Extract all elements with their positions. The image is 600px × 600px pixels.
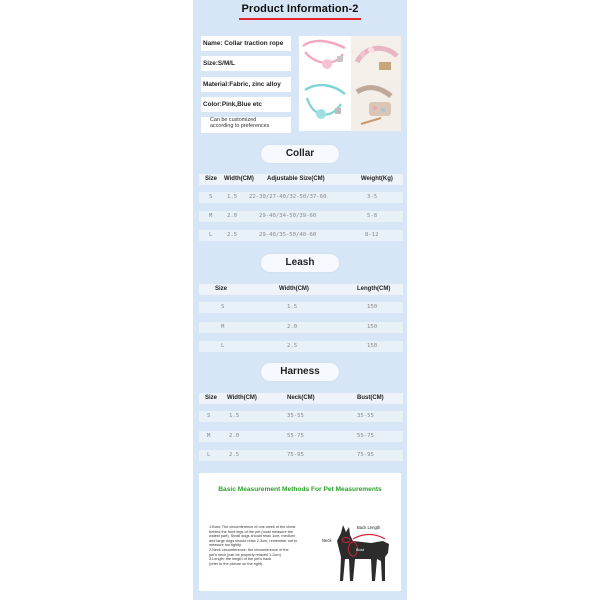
cell: S (221, 304, 225, 310)
table-row (199, 450, 403, 461)
cell: 2.0 (287, 324, 298, 330)
table-row (199, 322, 403, 333)
collar-header-adjustable: Adjustable Size(CM) (267, 176, 325, 182)
harness-header-size: Size (205, 395, 218, 401)
cell: 35-55 (287, 413, 304, 419)
title-underline (239, 18, 361, 20)
cell: 75-95 (357, 452, 374, 458)
cell: 29-40/34-50/39-60 (259, 213, 317, 219)
note-line: and large dogs should relax 2-3cm, remember not to (209, 538, 298, 543)
collar-closeup-photo (351, 36, 401, 80)
table-row (199, 211, 403, 222)
label-neck: Neck (322, 538, 332, 543)
measurement-notes (209, 525, 319, 566)
cell: S (207, 413, 211, 419)
table-row (199, 411, 403, 422)
cell: L (209, 232, 213, 238)
collar-heading: Collar (261, 145, 339, 163)
cell: 2.5 (287, 343, 298, 349)
cell: 2.0 (227, 213, 238, 219)
note-line: behind the front legs of the pet (must measure the (209, 529, 294, 534)
cell: M (209, 213, 213, 219)
harness-header-neck: Neck(CM) (287, 395, 315, 401)
note-line: (refer to the picture on the right) (209, 561, 263, 566)
label-back-length: Back Length (357, 525, 381, 530)
collar-header-weight: Weight(Kg) (361, 176, 393, 182)
info-note (201, 117, 291, 133)
cell: 150 (367, 304, 378, 310)
cell: 55-75 (357, 433, 374, 439)
cell: 75-95 (287, 452, 304, 458)
cell: 3-5 (367, 194, 378, 200)
leash-header-width: Width(CM) (279, 286, 309, 292)
note-line: 1.Bust: The circumference of one week of the chest (209, 525, 296, 529)
info-note-line1: Can be customized (210, 117, 257, 123)
cell: 2.5 (229, 452, 240, 458)
measurement-title: Basic Measurement Methods For Pet Measurements (218, 486, 382, 493)
pink-leash-photo (299, 36, 351, 80)
table-row (199, 431, 403, 442)
note-line: 3.Length: the length of the pet's back (209, 557, 272, 562)
harness-table-header (199, 393, 403, 404)
cell: 1.5 (227, 194, 238, 200)
cell: 22-30/27-40/32-50/37-60 (249, 194, 327, 200)
blue-leash-photo (299, 80, 351, 131)
table-row (199, 302, 403, 313)
info-note-line2: according to preferences (210, 123, 270, 129)
note-line: pet's neck (can be properly relaxed 1-2cm) (209, 552, 281, 557)
collar-header-size: Size (205, 176, 218, 182)
cell: 55-75 (287, 433, 304, 439)
back-length-line (353, 535, 385, 540)
product-info-panel (193, 0, 407, 600)
leash-header-size: Size (215, 286, 228, 292)
cell: L (207, 452, 211, 458)
cell: 29-40/35-50/40-60 (259, 232, 317, 238)
leash-table-header (199, 284, 403, 295)
cell: 150 (367, 343, 378, 349)
info-size: Size:S/M/L (201, 56, 291, 71)
label-bust: Bust (356, 547, 365, 552)
cell: 35-55 (357, 413, 374, 419)
note-line: measure too tightly. (209, 543, 242, 548)
cell: 2.5 (227, 232, 238, 238)
info-color: Color:Pink,Blue etc (201, 97, 291, 112)
table-row (199, 230, 403, 241)
page-title: Product Information-2 (241, 3, 359, 15)
table-row (199, 341, 403, 352)
note-line: 2.Neck circumference: the circumference of the (209, 547, 289, 552)
measurement-card (199, 473, 401, 591)
note-line: widest part). Small dogs should relax 1cm, medium (209, 534, 295, 539)
leash-heading: Leash (261, 254, 339, 272)
info-name: Name: Collar traction rope (201, 36, 291, 51)
cell: M (221, 324, 225, 330)
harness-header-bust: Bust(CM) (357, 395, 384, 401)
collar-header-width: Width(CM) (224, 176, 254, 182)
collar-table-header (199, 174, 403, 185)
harness-header-width: Width(CM) (227, 395, 257, 401)
cell: 2.0 (229, 433, 240, 439)
table-row (199, 192, 403, 203)
cell: 5-8 (367, 213, 378, 219)
patterned-harness-photo (351, 80, 401, 131)
cell: M (207, 433, 211, 439)
harness-heading: Harness (261, 363, 339, 381)
cell: S (209, 194, 213, 200)
cell: 150 (367, 324, 378, 330)
dog-silhouette (337, 525, 389, 581)
cell: 1.5 (229, 413, 240, 419)
cell: 8-12 (365, 232, 379, 238)
leash-header-length: Length(CM) (357, 286, 391, 292)
cell: L (221, 343, 225, 349)
cell: 1.5 (287, 304, 298, 310)
info-material: Material:Fabric, zinc alloy (201, 77, 291, 92)
dog-measurement-illustration (319, 519, 397, 589)
